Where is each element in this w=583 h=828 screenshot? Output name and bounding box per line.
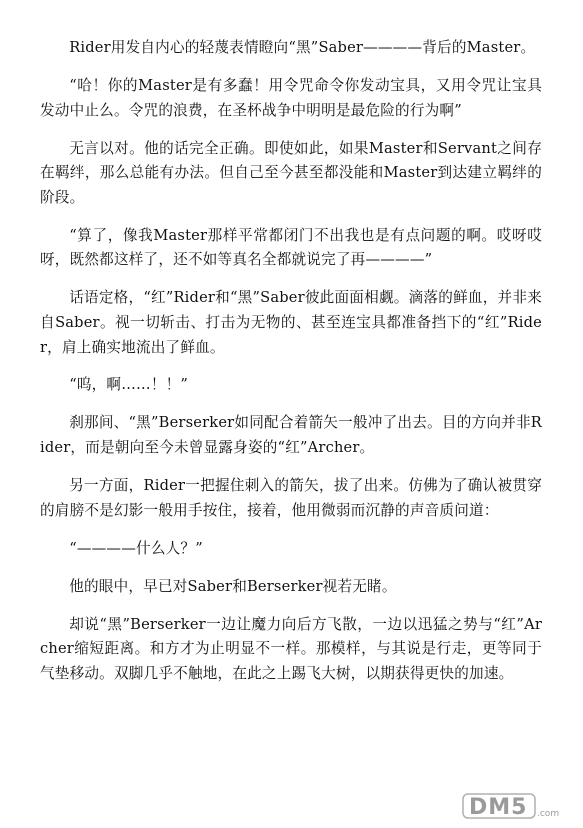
paragraph-11: 却说“黑”Berserker一边让魔力向后方飞散，一边以迅猛之势与“红”Archer缩短距离。和方才为止明显不一样。那模样，与其说是行走，更等同于气垫移动。双脚几乎不触地，在此之上踢飞大树，以期获得更快的加速。 (40, 615, 542, 682)
paragraph-9: “————什么人？” (69, 539, 203, 557)
document-page (40, 36, 542, 700)
paragraph-10: 他的眼中，早已对Saber和Berserker视若无睹。 (69, 577, 397, 595)
paragraph-8: 另一方面，Rider一把握住刺入的箭矢，拔了出来。仿佛为了确认被贯穿的肩膀不是幻影一般用手按住，接着，他用微弱而沉静的声音质问道： (40, 477, 542, 519)
paragraph-2: “哈！你的Master是有多蠢！用令咒命令你发动宝具，又用令咒让宝具发动中止么。令咒的浪费，在圣杯战争中明明是最危险的行为啊” (40, 76, 542, 119)
site-watermark-logo (461, 790, 571, 822)
paragraph-7: 刹那间、“黑”Berserker如同配合着箭矢一般冲了出去。目的方向并非Rider，而是朝向至今未曾显露身姿的“红”Archer。 (40, 414, 542, 457)
paragraph-5: 话语定格，“红”Rider和“黑”Saber彼此面面相觑。滴落的鲜血，并非来自Saber。视一切斩击、打击为无物的、甚至连宝具都准备挡下的“红”Rider，肩上确实地流出了鲜血。 (40, 289, 542, 356)
paragraph-3: 无言以对。他的话完全正确。即使如此，如果Master和Servant之间存在羁绊，那么总能有办法。但自己至今甚至都没能和Master到达建立羁绊的阶段。 (40, 139, 542, 206)
paragraph-4: “算了，像我Master那样平常都闭门不出我也是有点问题的啊。哎呀哎呀，既然都这样了，还不如等真名全都就说完了再————” (40, 226, 542, 269)
paragraph-1: Rider用发自内心的轻蔑表情瞪向“黑”Saber————背后的Master。 (69, 39, 536, 56)
watermark-logo-text: DM5 (469, 795, 528, 820)
watermark-domain-text: .com (537, 809, 560, 819)
paragraph-6: “呜，啊……！！” (69, 376, 189, 394)
